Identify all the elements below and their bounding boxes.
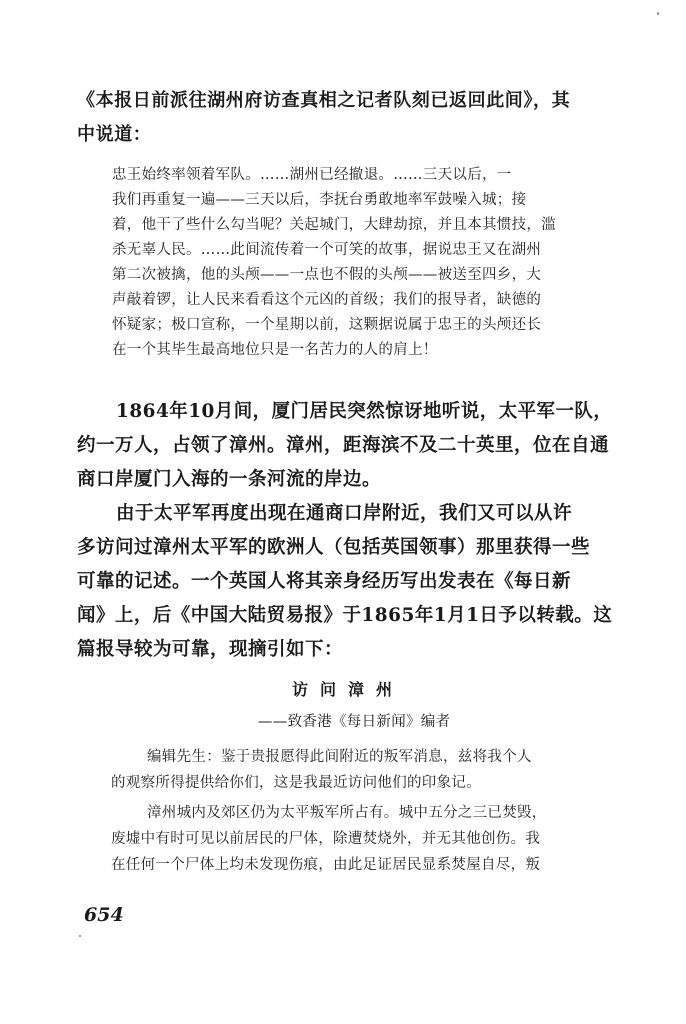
intro-line-2: 中说道：	[77, 124, 152, 145]
letter1-line-2: 的观察所得提供给你们，这是我最近访问他们的印象记。	[111, 775, 481, 791]
article-title: 访问漳州	[292, 680, 405, 699]
page-number: 654	[84, 904, 124, 926]
scan-speck	[657, 12, 659, 15]
quote-line: 我们再重复一遍——三天以后，李抚台勇敢地率军鼓噪入城；接	[112, 192, 527, 208]
article-byline: ——致香港《每日新闻》编者	[258, 714, 451, 730]
para1-line-1: 1864年10月间，厦门居民突然惊讶地听说，太平军一队，	[116, 401, 613, 422]
quote-line: 杀无辜人民。……此间流传着一个可笑的故事，据说忠王又在湖州	[112, 242, 542, 258]
para2-line-3: 可靠的记述。一个英国人将其亲身经历写出发表在《每日新	[77, 571, 572, 592]
letter2-line-3: 在任何一个尸体上均未发现伤痕，由此足证居民显系焚屋自尽，叛	[111, 857, 541, 873]
letter1-line-1: 编辑先生：鉴于贵报愿得此间附近的叛军消息，兹将我个人	[147, 749, 532, 765]
para2-line-1: 由于太平军再度出现在通商口岸附近，我们又可以从许	[116, 503, 573, 524]
quote-line: 第二次被擒，他的头颅——一点也不假的头颅——被送至四乡，大	[112, 267, 542, 283]
para2-line-5: 篇报导较为可靠，现摘引如下：	[77, 639, 344, 660]
quote-line: 着，他干了些什么勾当呢？关起城门，大肆劫掠，并且本其惯技，滥	[112, 217, 556, 233]
para1-line-2: 约一万人，占领了漳州。漳州，距海滨不及二十英里，位在自通	[77, 435, 610, 456]
scan-speck	[79, 935, 81, 937]
quote-line: 声敲着锣，让人民来看看这个元凶的首级；我们的报导者，缺德的	[112, 292, 542, 308]
para1-line-3: 商口岸厦门入海的一条河流的岸边。	[77, 469, 382, 490]
letter2-line-2: 废墟中有时可见以前居民的尸体，除遭焚烧外，并无其他创伤。我	[111, 831, 541, 847]
letter2-line-1: 漳州城内及郊区仍为太平叛军所占有。城中五分之三已焚毁，	[147, 805, 547, 821]
quote-line: 忠王始终率领着军队。……湖州已经撤退。……三天以后，一	[112, 167, 512, 183]
quote-line: 怀疑家；极口宣称，一个星期以前，这颗据说属于忠王的头颅还长	[112, 317, 542, 333]
quote-line: 在一个其毕生最高地位只是一名苦力的人的肩上！	[112, 342, 438, 358]
para2-line-2: 多访问过漳州太平军的欧洲人（包括英国领事）那里获得一些	[77, 537, 591, 558]
para2-line-4: 闻》上，后《中国大陆贸易报》于1865年1月1日予以转载。这	[77, 605, 613, 626]
intro-line-1: 《本报日前派往湖州府访查真相之记者队刻已返回此间》，其	[77, 90, 571, 111]
